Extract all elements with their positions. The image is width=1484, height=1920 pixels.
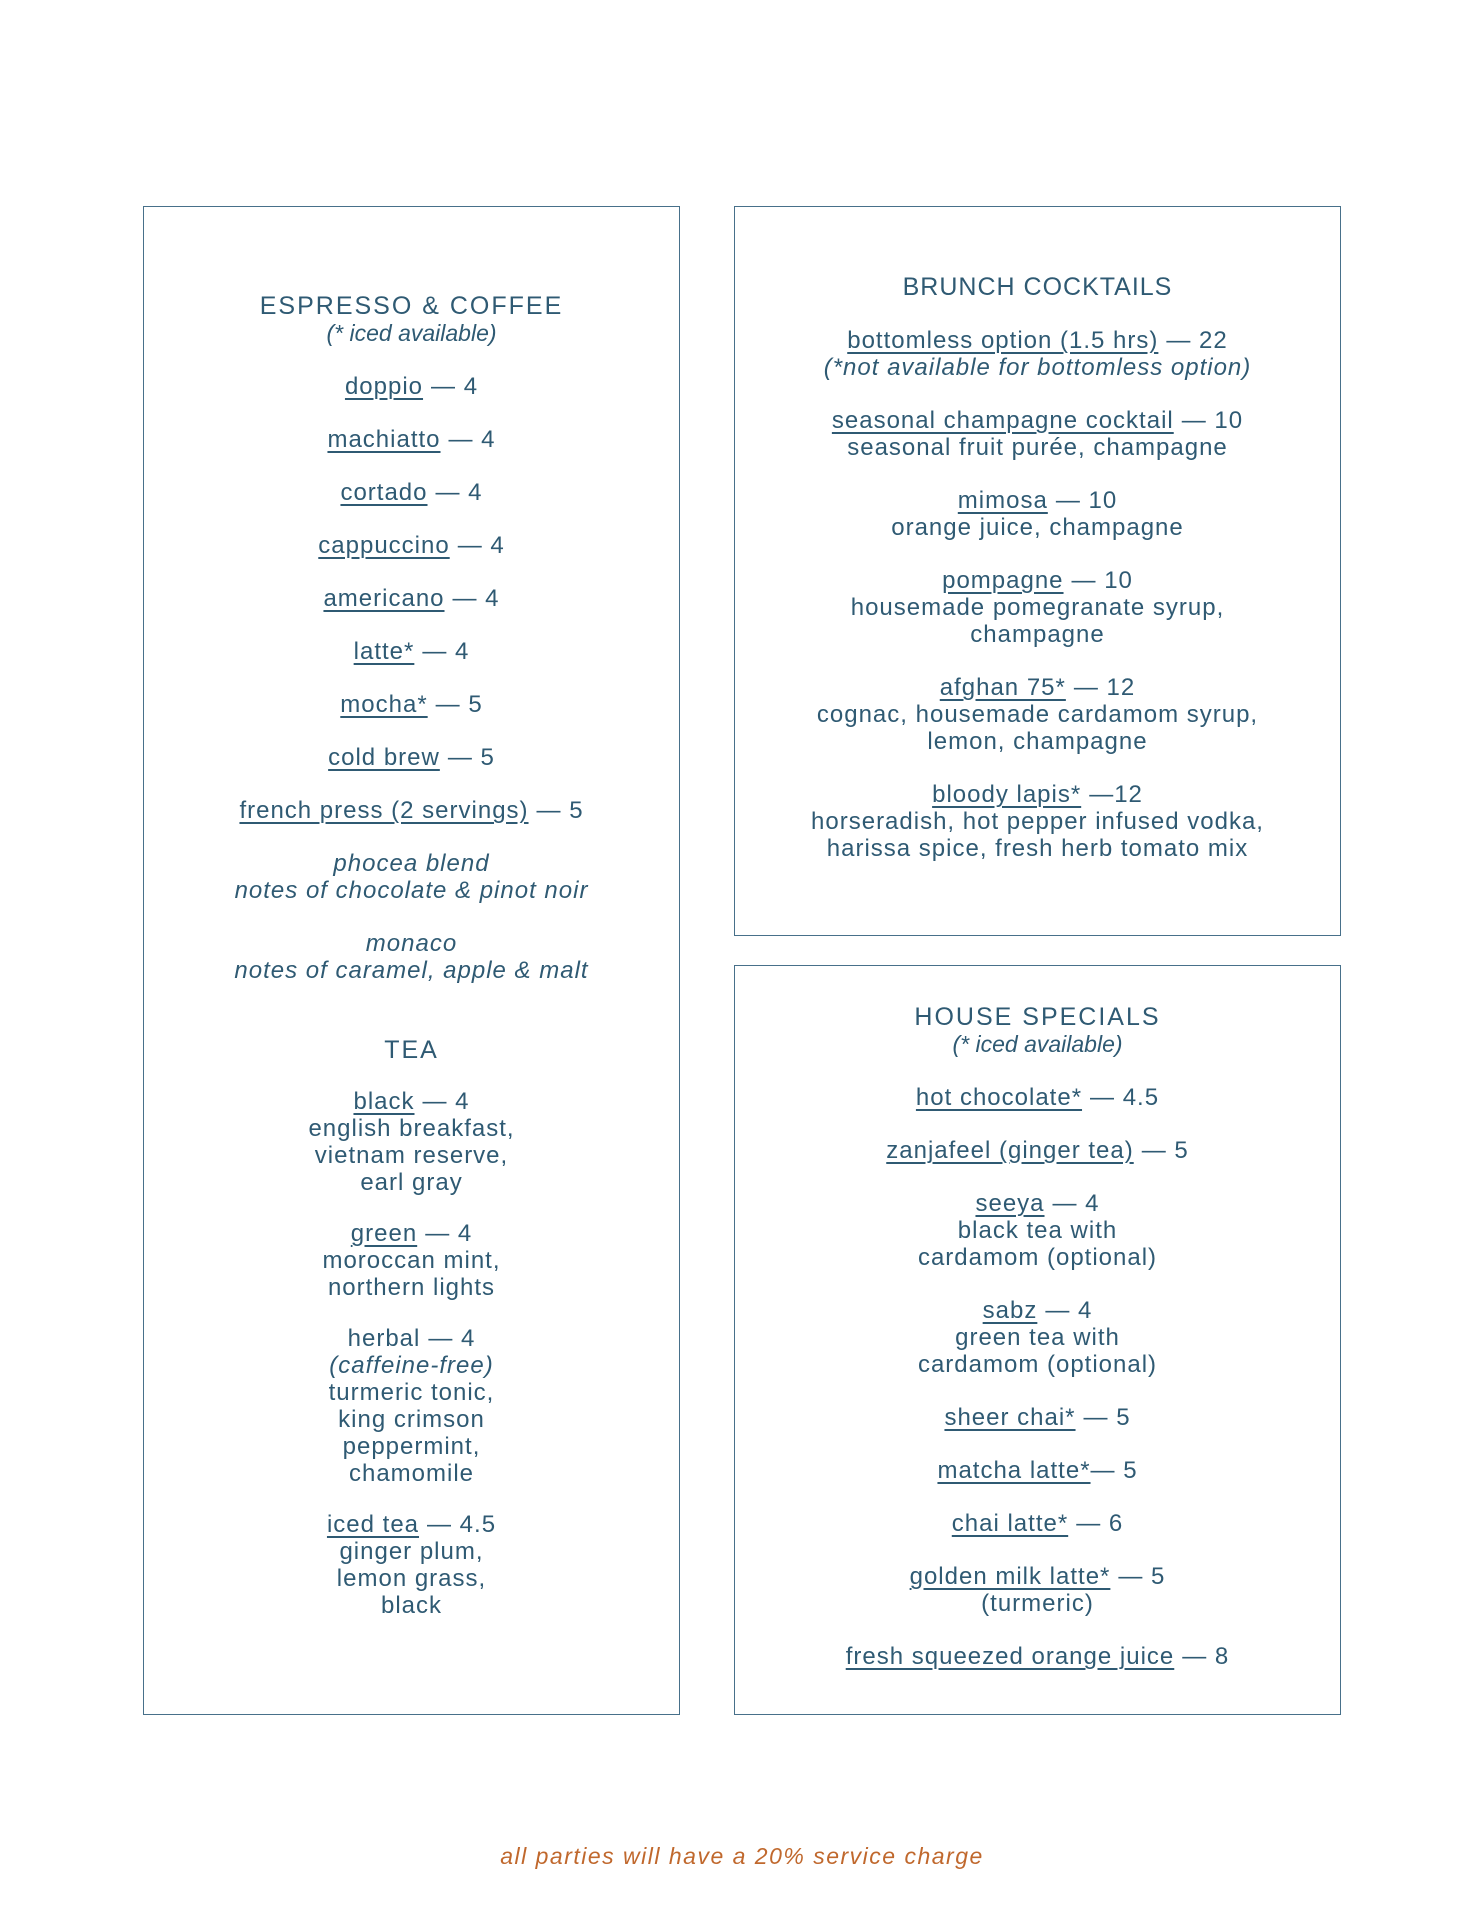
special-item: [735, 1297, 1340, 1378]
blend-item: [144, 850, 679, 904]
item-desc: ginger plum,: [339, 1538, 484, 1565]
item-price: — 6: [1076, 1510, 1124, 1537]
special-item: [735, 1563, 1340, 1617]
cocktail-item: [735, 674, 1340, 755]
specials-note: (* iced available): [952, 1031, 1123, 1057]
item-price: — 4.5: [1090, 1084, 1160, 1111]
bottomless-option: [735, 327, 1340, 381]
menu-item: [144, 373, 679, 400]
item-note: (caffeine-free): [329, 1352, 494, 1379]
item-name: machiatto: [327, 426, 441, 453]
item-price: — 4: [422, 638, 470, 665]
item-name: americano: [323, 585, 445, 612]
item-price: — 5: [447, 744, 495, 771]
item-name: iced tea: [326, 1511, 420, 1538]
item-price: — 5: [1141, 1137, 1189, 1164]
item-desc: horseradish, hot pepper infused vodka,: [811, 808, 1264, 835]
item-name: french press (2 servings): [239, 797, 529, 824]
special-item: [735, 1137, 1340, 1164]
tea-item: [144, 1220, 679, 1301]
item-name: bloody lapis*: [932, 781, 1082, 808]
blend-notes: notes of chocolate & pinot noir: [234, 877, 589, 904]
item-price: — 10: [1181, 407, 1244, 434]
item-price: — 5: [1083, 1404, 1131, 1431]
item-desc: black: [380, 1592, 443, 1619]
item-price: — 5: [536, 797, 584, 824]
menu-item: [144, 479, 679, 506]
item-price: — 10: [1071, 567, 1133, 594]
item-price: — 4: [1052, 1190, 1100, 1217]
item-name: chai latte*: [951, 1510, 1069, 1537]
espresso-note: (* iced available): [326, 320, 497, 346]
item-price: — 4: [425, 1220, 473, 1247]
item-name: green: [350, 1220, 418, 1247]
coffee-tea-panel: [143, 206, 680, 1715]
item-desc: earl gray: [360, 1169, 463, 1196]
special-item: [735, 1643, 1340, 1670]
item-name: golden milk latte*: [909, 1563, 1111, 1590]
cocktail-item: [735, 781, 1340, 862]
special-item: [735, 1190, 1340, 1271]
item-name: latte*: [353, 638, 415, 665]
item-name: herbal: [347, 1325, 421, 1352]
tea-item: [144, 1511, 679, 1619]
item-name: cortado: [340, 479, 428, 506]
item-price: — 4: [457, 532, 505, 559]
bottomless-note: (*not available for bottomless option): [823, 354, 1252, 381]
espresso-heading: ESPRESSO & COFFEE: [259, 292, 564, 320]
menu-item: [144, 797, 679, 824]
item-price: — 4: [1045, 1297, 1093, 1324]
item-desc: green tea with: [955, 1324, 1120, 1351]
item-price: —12: [1089, 781, 1143, 808]
tea-item: [144, 1325, 679, 1487]
item-price: — 5: [1118, 1563, 1166, 1590]
item-price: — 4.5: [427, 1511, 497, 1538]
item-price: — 10: [1055, 487, 1118, 514]
item-desc: northern lights: [327, 1274, 496, 1301]
blend-name: phocea blend: [333, 850, 490, 877]
menu-item: [144, 691, 679, 718]
item-desc: orange juice, champagne: [891, 514, 1184, 541]
menu-item: [144, 638, 679, 665]
item-price: — 4: [428, 1325, 476, 1352]
cocktails-panel: [734, 206, 1341, 936]
item-name: mocha*: [340, 691, 428, 718]
special-item: [735, 1510, 1340, 1537]
item-desc: king crimson: [338, 1406, 485, 1433]
item-price: — 4: [422, 1088, 470, 1115]
item-price: — 4: [435, 479, 483, 506]
special-item: [735, 1457, 1340, 1484]
item-desc: housemade pomegranate syrup,: [850, 594, 1225, 621]
item-name: seeya: [975, 1190, 1045, 1217]
cocktail-item: [735, 487, 1340, 541]
item-name: sabz: [982, 1297, 1038, 1324]
item-desc: vietnam reserve,: [314, 1142, 509, 1169]
item-desc: (turmeric): [981, 1590, 1094, 1617]
item-name: doppio: [344, 373, 424, 400]
item-desc: lemon grass,: [336, 1565, 487, 1592]
item-name: cold brew: [328, 744, 440, 771]
item-name: black: [353, 1088, 415, 1115]
item-name: hot chocolate*: [915, 1084, 1083, 1111]
item-desc: moroccan mint,: [322, 1247, 501, 1274]
tea-item: [144, 1088, 679, 1196]
item-name: pompagne: [942, 567, 1064, 594]
blend-notes: notes of caramel, apple & malt: [234, 957, 589, 984]
menu-item: [144, 585, 679, 612]
menu-item: [144, 532, 679, 559]
blend-item: [144, 930, 679, 984]
specials-heading: HOUSE SPECIALS: [914, 1003, 1161, 1031]
item-name: sheer chai*: [944, 1404, 1076, 1431]
item-price: — 5: [435, 691, 483, 718]
item-desc: black tea with: [957, 1217, 1118, 1244]
special-item: [735, 1404, 1340, 1431]
item-price: — 12: [1073, 674, 1136, 701]
item-name: matcha latte*: [937, 1457, 1091, 1484]
item-price: — 8: [1182, 1643, 1230, 1670]
tea-heading: TEA: [384, 1036, 439, 1064]
item-name: fresh squeezed orange juice: [845, 1643, 1175, 1670]
item-desc: chamomile: [348, 1460, 475, 1487]
special-item: [735, 1084, 1340, 1111]
item-desc: lemon, champagne: [927, 728, 1148, 755]
item-price: — 5: [1090, 1457, 1138, 1484]
item-name: mimosa: [957, 487, 1048, 514]
item-desc: cardamom (optional): [917, 1351, 1158, 1378]
item-name: zanjafeel (ginger tea): [886, 1137, 1134, 1164]
item-desc: harissa spice, fresh herb tomato mix: [826, 835, 1249, 862]
item-desc: peppermint,: [342, 1433, 481, 1460]
item-desc: champagne: [970, 621, 1105, 648]
specials-panel: [734, 965, 1341, 1715]
item-price: — 22: [1166, 327, 1228, 354]
item-name: seasonal champagne cocktail: [831, 407, 1174, 434]
item-price: — 4: [452, 585, 500, 612]
item-desc: cardamom (optional): [917, 1244, 1158, 1271]
item-desc: english breakfast,: [308, 1115, 515, 1142]
cocktail-item: [735, 567, 1340, 648]
item-name: afghan 75*: [939, 674, 1066, 701]
service-charge-footer: all parties will have a 20% service charge: [500, 1843, 984, 1869]
menu-item: [144, 744, 679, 771]
item-desc: seasonal fruit purée, champagne: [847, 434, 1228, 461]
item-price: — 4: [431, 373, 479, 400]
item-name: bottomless option (1.5 hrs): [847, 327, 1159, 354]
item-name: cappuccino: [318, 532, 450, 559]
blend-name: monaco: [365, 930, 458, 957]
menu-item: [144, 426, 679, 453]
cocktails-heading: BRUNCH COCKTAILS: [902, 273, 1173, 301]
item-price: — 4: [448, 426, 496, 453]
cocktail-item: [735, 407, 1340, 461]
item-desc: cognac, housemade cardamom syrup,: [816, 701, 1259, 728]
item-desc: turmeric tonic,: [328, 1379, 495, 1406]
